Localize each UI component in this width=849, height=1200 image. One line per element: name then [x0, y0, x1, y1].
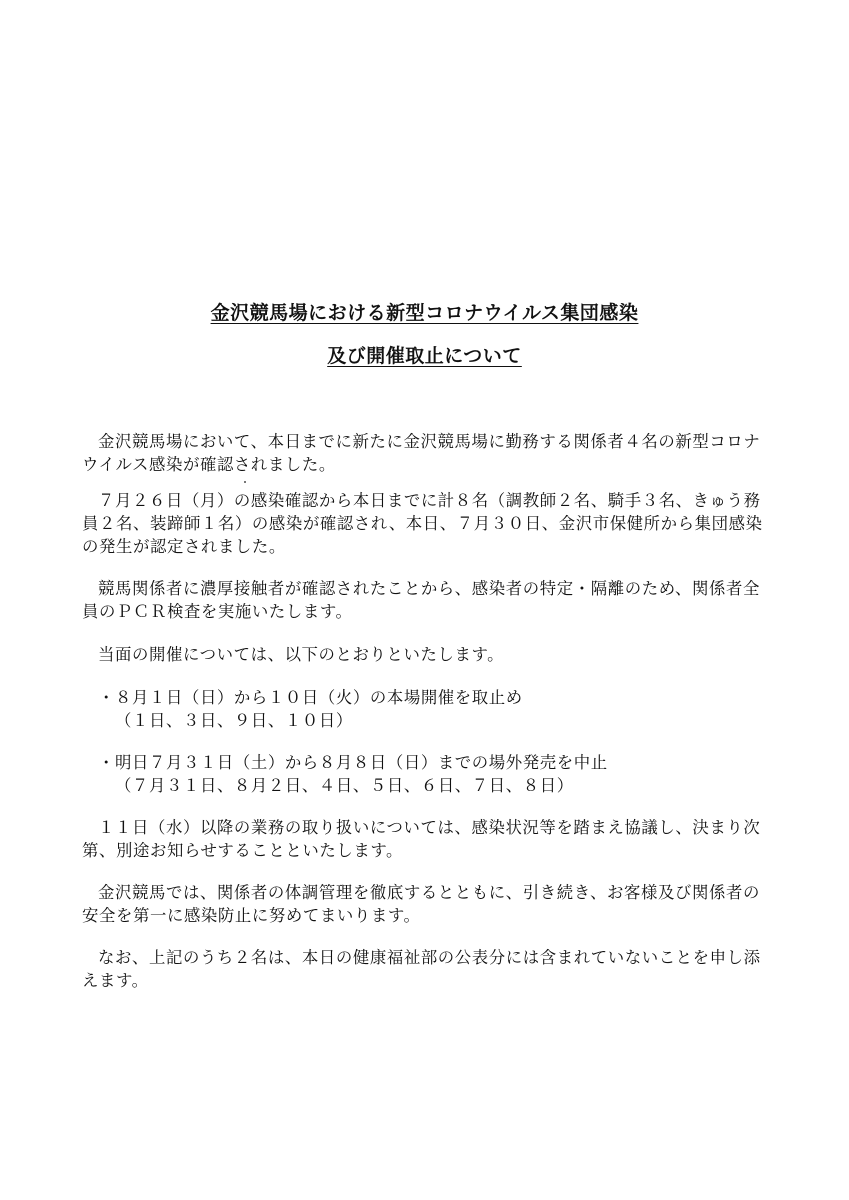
bullet-1-detail: （１日、３日、９日、１０日）	[115, 711, 353, 730]
paragraph-2-line-3: の発生が認定されました。	[82, 537, 286, 556]
title-text-2: 及び開催取止について	[327, 345, 522, 367]
document-title-line-1	[0, 298, 849, 325]
paragraph-1-line-2: ウイルス感染が確認されました。	[82, 455, 336, 474]
paragraph-3-line-1: 競馬関係者に濃厚接触者が確認されたことから、感染者の特定・隔離のため、関係者全	[98, 579, 760, 598]
paragraph-1-line-1: 金沢競馬場において、本日までに新たに金沢競馬場に勤務する関係者４名の新型コロナ	[98, 432, 761, 451]
paragraph-2-line-1: ７月２６日（月）の感染確認から本日までに計８名（調教師２名、騎手３名、きゅう務	[98, 491, 761, 510]
bullet-1: ・８月１日（日）から１０日（火）の本場開催を取止め	[98, 688, 523, 707]
paragraph-7-line-2: えます。	[82, 971, 149, 990]
bullet-2-detail: （７月３１日、８月２日、４日、５日、６日、７日、８日）	[115, 776, 574, 795]
title-text-1: 金沢競馬場における新型コロナウイルス集団感染	[210, 302, 639, 324]
paragraph-5-line-1: １１日（水）以降の業務の取り扱いについては、感染状況等を踏まえ協議し、決まり次	[98, 818, 761, 837]
paragraph-4-line-1: 当面の開催については、以下のとおりといたします。	[98, 645, 505, 664]
paragraph-5-line-2: 第、別途お知らせすることといたします。	[82, 841, 404, 860]
paragraph-7-line-1: なお、上記のうち２名は、本日の健康福祉部の公表分には含まれていないことを申し添	[98, 948, 761, 967]
scan-speck	[244, 481, 246, 483]
paragraph-2-line-2: 員２名、装蹄師１名）の感染が確認され、本日、７月３０日、金沢市保健所から集団感染	[82, 514, 763, 533]
paragraph-3-line-2: 員のＰＣＲ検査を実施いたします。	[82, 602, 353, 621]
document-title-line-2	[0, 341, 849, 368]
paragraph-6-line-2: 安全を第一に感染防止に努めてまいります。	[82, 906, 421, 925]
bullet-2: ・明日７月３１日（土）から８月８日（日）までの場外発売を中止	[98, 753, 608, 772]
paragraph-6-line-1: 金沢競馬では、関係者の体調管理を徹底するとともに、引き続き、お客様及び関係者の	[98, 883, 760, 902]
